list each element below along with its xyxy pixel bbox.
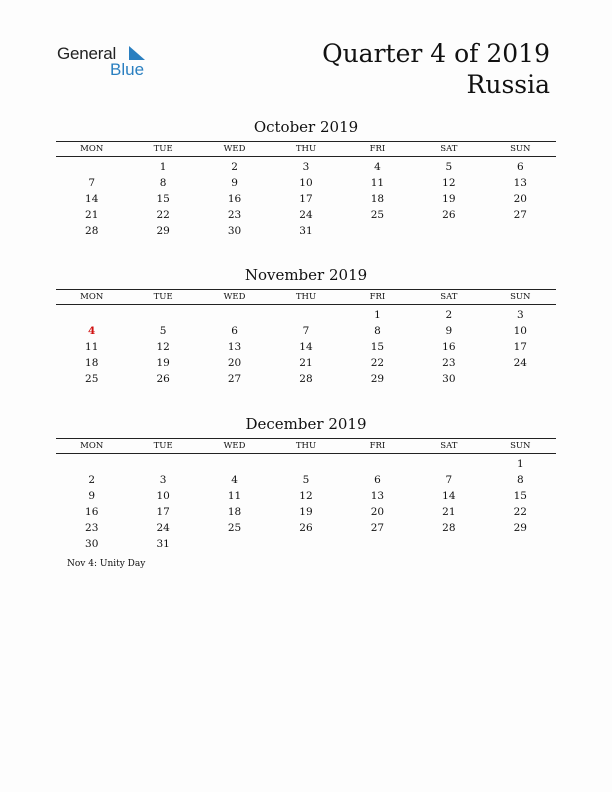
day-cell: 31 (156, 538, 170, 550)
day-cell: 2 (231, 161, 238, 173)
day-cell: 22 (370, 357, 385, 369)
day-cell: 20 (513, 193, 527, 205)
day-cell: 4 (88, 325, 96, 337)
days-grid (56, 307, 556, 387)
day-cell: 4 (374, 161, 381, 173)
day-cell: 18 (370, 193, 385, 205)
weekday-label: FRI (369, 144, 386, 154)
day-cell: 30 (85, 538, 99, 550)
generalblue-logo (57, 44, 157, 80)
day-cell: 28 (299, 373, 313, 385)
month-october (56, 117, 556, 239)
empty-cell (199, 456, 270, 472)
day-cell: 18 (85, 357, 99, 369)
day-cell: 26 (442, 209, 456, 221)
logo-word-general: General (57, 44, 117, 63)
day-cell: 13 (370, 490, 385, 502)
weekday-label: WED (223, 292, 246, 302)
day-cell: 19 (442, 193, 456, 205)
day-cell: 24 (299, 209, 313, 221)
day-cell: 30 (442, 373, 456, 385)
day-cell: 16 (227, 193, 242, 205)
weekday-label: THU (295, 441, 317, 451)
weekday-label: SUN (510, 441, 531, 451)
day-cell: 15 (370, 341, 385, 353)
day-cell: 30 (227, 225, 242, 237)
empty-cell (56, 307, 127, 323)
weekday-label: MON (80, 441, 104, 451)
day-cell: 15 (513, 490, 527, 502)
day-cell: 21 (442, 506, 456, 518)
day-cell: 9 (88, 490, 96, 502)
title-quarter: Quarter 4 of 2019 (322, 39, 550, 68)
day-cell: 12 (442, 177, 456, 189)
day-cell: 28 (85, 225, 99, 237)
title-country: Russia (466, 70, 550, 99)
day-cell: 6 (231, 325, 238, 337)
day-cell: 28 (442, 522, 456, 534)
empty-cell (270, 307, 341, 323)
weekday-label: FRI (369, 292, 386, 302)
day-cell: 26 (299, 522, 313, 534)
day-cell: 29 (156, 225, 170, 237)
day-cell: 12 (156, 341, 170, 353)
day-cell: 25 (85, 373, 99, 385)
day-cell: 18 (227, 506, 242, 518)
day-cell: 24 (513, 357, 527, 369)
day-cell: 22 (156, 209, 170, 221)
day-cell: 10 (299, 177, 313, 189)
day-cell: 2 (445, 309, 453, 321)
day-cell: 21 (299, 357, 313, 369)
day-cell: 6 (516, 161, 524, 173)
day-cell: 14 (299, 341, 313, 353)
day-cell: 27 (513, 209, 527, 221)
day-cell: 31 (299, 225, 313, 237)
page-title (322, 38, 550, 100)
day-cell: 5 (445, 161, 453, 173)
empty-cell (270, 456, 341, 472)
day-cell: 23 (227, 209, 242, 221)
day-cell: 11 (85, 341, 99, 353)
weekday-label: TUE (153, 144, 173, 154)
weekday-label: THU (295, 144, 317, 154)
day-cell: 21 (85, 209, 99, 221)
day-cell: 3 (302, 161, 310, 173)
day-cell: 7 (302, 325, 310, 337)
empty-cell (199, 307, 270, 323)
empty-cell (56, 456, 127, 472)
empty-cell (342, 456, 413, 472)
day-cell: 10 (513, 325, 527, 337)
day-cell: 22 (513, 506, 527, 518)
empty-cell (127, 307, 198, 323)
day-cell: 9 (445, 325, 453, 337)
day-cell: 17 (299, 193, 313, 205)
weekday-label: THU (295, 292, 317, 302)
day-cell: 7 (445, 474, 453, 486)
day-cell: 6 (374, 474, 381, 486)
empty-cell (413, 456, 484, 472)
day-cell: 20 (227, 357, 242, 369)
day-cell: 19 (299, 506, 313, 518)
day-cell: 17 (513, 341, 527, 353)
weekday-header (56, 141, 556, 157)
day-cell: 11 (227, 490, 242, 502)
empty-cell (56, 159, 127, 175)
day-cell: 8 (516, 474, 524, 486)
day-cell: 3 (516, 309, 524, 321)
weekday-label: SAT (440, 144, 458, 154)
day-cell: 20 (370, 506, 385, 518)
weekday-label: TUE (153, 292, 173, 302)
day-cell: 4 (231, 474, 238, 486)
day-cell: 1 (374, 309, 381, 321)
day-cell: 12 (299, 490, 313, 502)
day-cell: 23 (85, 522, 99, 534)
day-cell: 11 (370, 177, 385, 189)
day-cell: 26 (156, 373, 170, 385)
day-cell: 8 (374, 325, 381, 337)
day-cell: 16 (442, 341, 456, 353)
month-december (56, 414, 556, 552)
day-cell: 5 (159, 325, 167, 337)
empty-cell (127, 456, 198, 472)
day-cell: 15 (156, 193, 170, 205)
day-cell: 13 (227, 341, 242, 353)
weekday-label: MON (80, 292, 104, 302)
day-cell: 23 (442, 357, 456, 369)
day-cell: 17 (156, 506, 170, 518)
day-cell: 25 (370, 209, 385, 221)
weekday-label: TUE (153, 441, 173, 451)
days-grid (56, 159, 556, 239)
day-cell: 27 (370, 522, 385, 534)
day-cell: 9 (231, 177, 238, 189)
day-cell: 14 (85, 193, 99, 205)
day-cell: 19 (156, 357, 170, 369)
month-title: December 2019 (245, 415, 367, 433)
month-november (56, 265, 556, 387)
day-cell: 13 (513, 177, 527, 189)
day-cell: 25 (227, 522, 242, 534)
weekday-label: SAT (440, 292, 458, 302)
month-title: October 2019 (253, 118, 359, 136)
weekday-label: SUN (510, 292, 531, 302)
weekday-label: WED (223, 144, 246, 154)
weekday-header (56, 289, 556, 305)
day-cell: 8 (159, 177, 167, 189)
weekday-header (56, 438, 556, 454)
holiday-note: Nov 4: Unity Day (67, 559, 146, 569)
day-cell: 1 (516, 458, 524, 470)
weekday-label: SUN (510, 144, 531, 154)
day-cell: 14 (442, 490, 456, 502)
day-cell: 29 (513, 522, 527, 534)
day-cell: 27 (227, 373, 242, 385)
day-cell: 5 (302, 474, 310, 486)
day-cell: 10 (156, 490, 170, 502)
month-title: November 2019 (244, 266, 368, 284)
day-cell: 7 (88, 177, 96, 189)
day-cell: 24 (156, 522, 170, 534)
day-cell: 16 (85, 506, 99, 518)
weekday-label: MON (80, 144, 104, 154)
days-grid (56, 456, 556, 552)
weekday-label: SAT (440, 441, 458, 451)
weekday-label: WED (223, 441, 246, 451)
day-cell: 2 (88, 474, 96, 486)
day-cell: 3 (159, 474, 167, 486)
day-cell: 29 (370, 373, 385, 385)
weekday-label: FRI (369, 441, 386, 451)
day-cell: 1 (159, 161, 167, 173)
logo-word-blue: Blue (110, 60, 145, 79)
